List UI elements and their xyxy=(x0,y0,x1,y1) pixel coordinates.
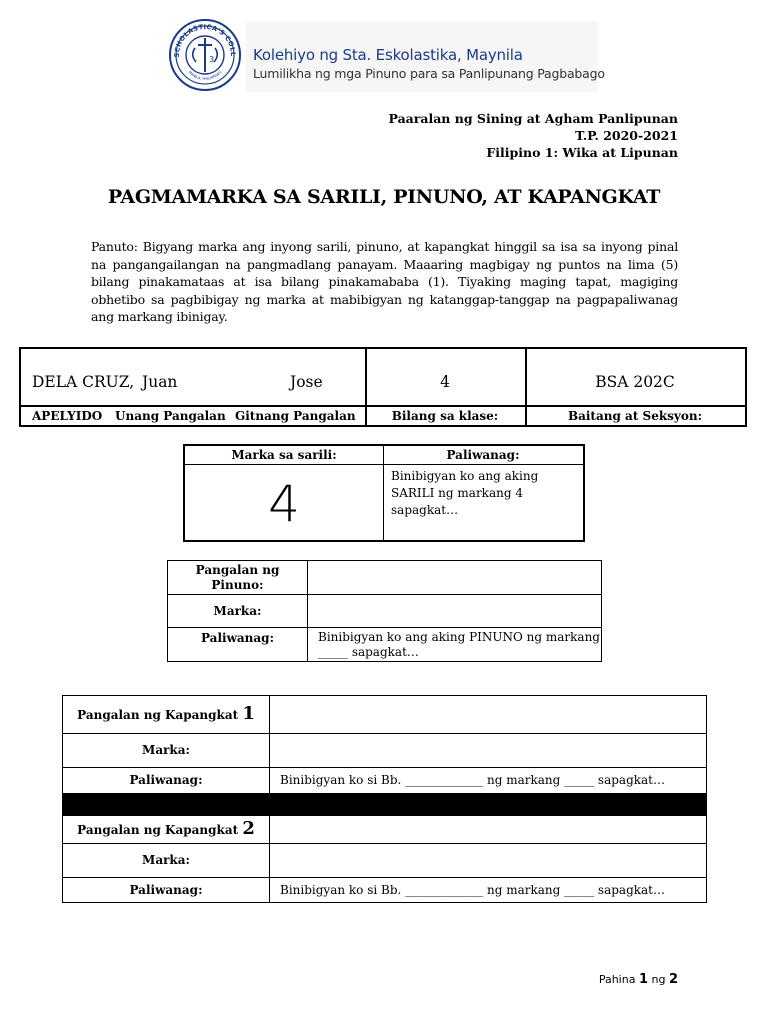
college-seal-logo xyxy=(168,18,242,92)
self-explanation-text: Binibigyan ko ang aking SARILI ng markang 4 sapagkat… xyxy=(391,469,539,517)
student-labels-row xyxy=(21,407,745,425)
student-info-table xyxy=(19,347,747,427)
groupmate-number: 1 xyxy=(242,703,255,724)
groupmate-2-name-row xyxy=(63,816,707,844)
leader-name-field[interactable] xyxy=(308,561,602,595)
groupmate-2-explanation-label: Paliwanag: xyxy=(63,878,270,903)
leader-name-label: Pangalan ng Pinuno: xyxy=(168,561,308,595)
first-name-label: Unang Pangalan xyxy=(115,409,226,423)
self-score-table xyxy=(183,444,585,542)
page-total: 2 xyxy=(668,972,678,987)
svg-text:ST. SCHOLASTICA'S COLLEGE: SCHOLASTICA'S COLL xyxy=(172,22,238,58)
groupmate-1-score-field[interactable] xyxy=(270,734,707,768)
svg-text:MANILA, PHILIPPINES: MANILA, PHILIPPINES xyxy=(187,70,223,82)
black-separator-bar xyxy=(63,794,707,816)
page-number xyxy=(599,972,678,987)
course-name: Filipino 1: Wika at Lipunan xyxy=(486,145,678,160)
column-divider xyxy=(365,349,367,425)
middle-name-label: Gitnang Pangalan xyxy=(235,409,356,423)
self-score-header: Marka sa sarili: xyxy=(231,448,337,462)
groupmate-name-label-text: Pangalan ng Kapangkat xyxy=(77,823,239,837)
student-values-row xyxy=(21,349,745,407)
middle-name-value: Jose xyxy=(290,373,323,391)
leader-explanation-label: Paliwanag: xyxy=(168,628,308,662)
separator-row xyxy=(63,794,707,816)
groupmate-1-name-field[interactable] xyxy=(270,696,707,734)
college-motto: Lumilikha ng mga Pinuno para sa Panlipunang Pagbabago xyxy=(253,66,605,81)
svg-text:3: 3 xyxy=(209,55,215,64)
instructions-paragraph: Panuto: Bigyang marka ang inyong sarili, pinuno, at kapangkat hinggil sa isa sa inyong pinal na pangangailangan na pangmadlang panayam. Maaaring magbigay ng puntos na lima (5) bilang pinakamataas at isa bilang pinakamababa (1). Tiyaking maging tapat, magiging obhetibo sa pagbibigay ng marka at mabibigyan ng katanggap-tanggap na pagpapaliwanag ang markang ibinigay. xyxy=(91,239,678,324)
groupmates-table xyxy=(62,695,707,903)
last-name-value: DELA CRUZ, xyxy=(32,373,135,391)
leader-score-label: Marka: xyxy=(168,595,308,628)
self-score-header-row xyxy=(185,446,583,465)
groupmate-2-score-row xyxy=(63,844,707,878)
groupmate-2-name-label xyxy=(63,816,270,844)
groupmate-1-name-row xyxy=(63,696,707,734)
class-number-label: Bilang sa klase: xyxy=(391,409,499,423)
groupmate-1-explanation-text: Binibigyan ko si Bb. _____________ ng markang _____ sapagkat… xyxy=(270,768,707,794)
groupmate-2-explanation-text: Binibigyan ko si Bb. _____________ ng markang _____ sapagkat… xyxy=(270,878,707,903)
groupmate-2-score-label: Marka: xyxy=(63,844,270,878)
leader-name-row xyxy=(168,561,602,595)
document-title: PAGMAMARKA SA SARILI, PINUNO, AT KAPANGKAT xyxy=(107,186,661,208)
groupmate-1-name-label xyxy=(63,696,270,734)
column-divider xyxy=(383,446,384,540)
class-number-value: 4 xyxy=(440,373,450,391)
leader-explanation-text: Binibigyan ko ang aking PINUNO ng markang _____ sapagkat… xyxy=(308,628,602,662)
groupmate-1-score-label: Marka: xyxy=(63,734,270,768)
groupmate-1-explanation-label: Paliwanag: xyxy=(63,768,270,794)
college-name: Kolehiyo ng Sta. Eskolastika, Maynila xyxy=(253,46,523,64)
last-name-label: APELYIDO xyxy=(32,409,103,423)
leader-table xyxy=(167,560,602,662)
leader-score-row xyxy=(168,595,602,628)
groupmate-1-explanation-row xyxy=(63,768,707,794)
groupmate-2-name-field[interactable] xyxy=(270,816,707,844)
school-name: Paaralan ng Sining at Agham Panlipunan xyxy=(388,111,678,126)
groupmate-1-score-row xyxy=(63,734,707,768)
school-year: T.P. 2020-2021 xyxy=(575,128,678,143)
groupmate-name-label-text: Pangalan ng Kapangkat xyxy=(77,708,239,722)
section-label: Baitang at Seksyon: xyxy=(567,409,703,423)
page-of: ng xyxy=(651,973,666,986)
leader-score-field[interactable] xyxy=(308,595,602,628)
groupmate-number: 2 xyxy=(242,818,255,839)
self-score-value: 4 xyxy=(268,475,300,533)
school-info xyxy=(389,110,679,161)
page-word: Pahina xyxy=(598,973,636,986)
page-current: 1 xyxy=(638,972,648,987)
section-value: BSA 202C xyxy=(595,373,675,391)
leader-explanation-row xyxy=(168,628,602,662)
groupmate-2-explanation-row xyxy=(63,878,707,903)
groupmate-2-score-field[interactable] xyxy=(270,844,707,878)
column-divider xyxy=(525,349,527,425)
first-name-value: Juan xyxy=(142,373,178,391)
self-explanation-header: Paliwanag: xyxy=(446,448,520,462)
